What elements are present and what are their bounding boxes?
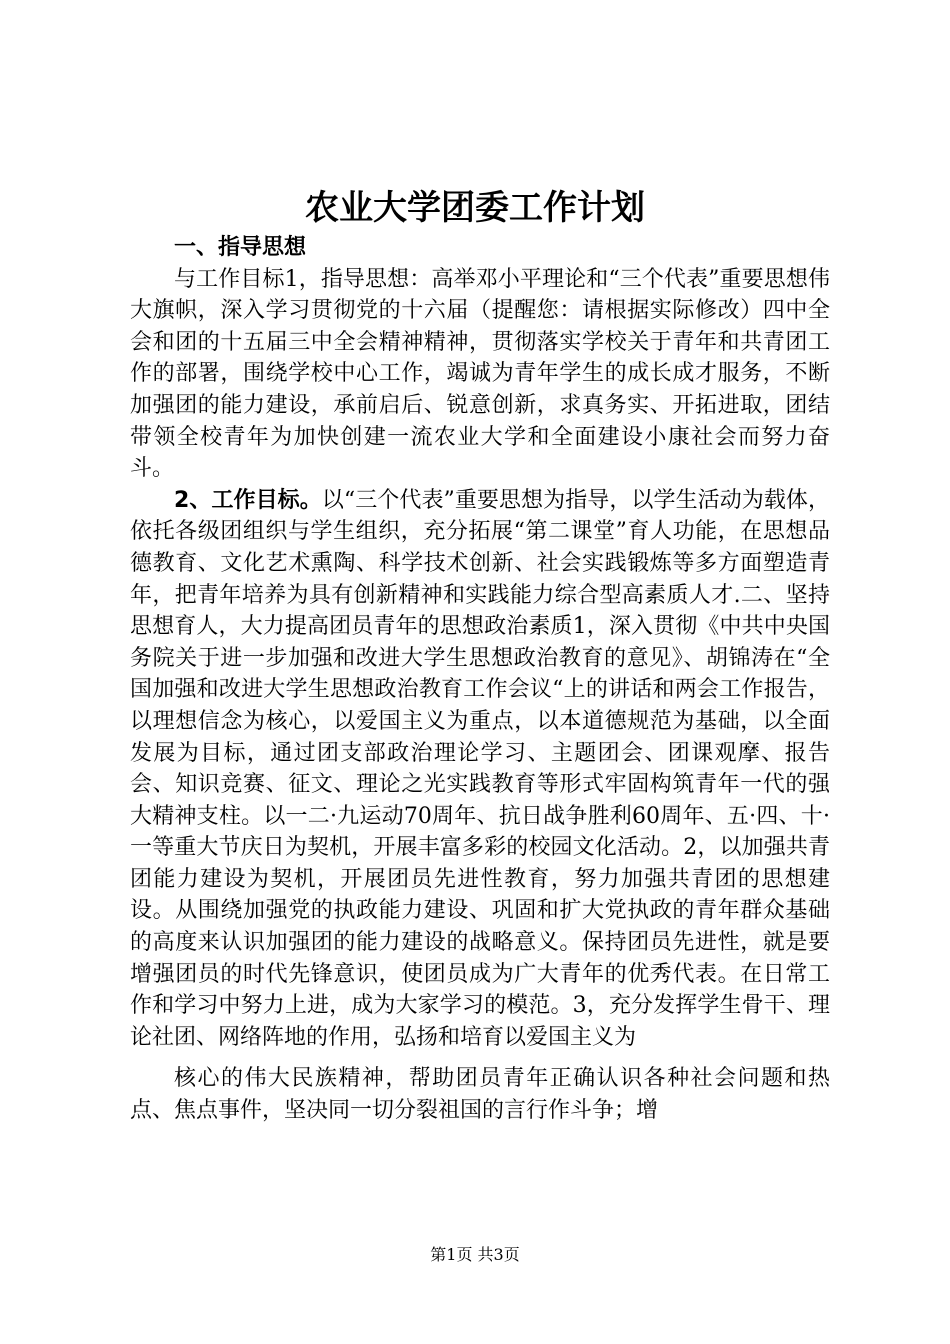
paragraph-guiding-thought: 与工作目标1，指导思想：高举邓小平理论和“三个代表”重要思想伟大旗帜，深入学习贯彻党的十六届（提醒您：请根据实际修改）四中全会和团的十五届三中全会精神精神，贯彻落实学校关于青年和共青团工作的部署，围绕学校中心工作，竭诚为青年学生的成长成才服务，不断加强团的能力建设，承前启后、锐意创新，求真务实、开拓进取，团结带领全校青年为加快创建一流农业大学和全面建设小康社会而努力奋斗。 xyxy=(130,266,830,482)
paragraph-work-goals xyxy=(130,485,830,1054)
work-goals-body: 以“三个代表”重要思想为指导，以学生活动为载体，依托各级团组织与学生组织，充分拓展“第二课堂”育人功能，在思想品德教育、文化艺术熏陶、科学技术创新、社会实践锻炼等多方面塑造青年，把青年培养为具有创新精神和实践能力综合型高素质人才.二、坚持思想育人，大力提高团员青年的思想政治素质1，深入贯彻《中共中央国务院关于进一步加强和改进大学生思想政治教育的意见》、胡锦涛在“全国加强和改进大学生思想政治教育工作会议“上的讲话和两会工作报告，以理想信念为核心，以爱国主义为重点，以本道德规范为基础，以全面发展为目标，通过团支部政治理论学习、主题团会、团课观摩、报告会、知识竞赛、征文、理论之光实践教育等形式牢固构筑青年一代的强大精神支柱。以一二·九运动70周年、抗日战争胜利60周年、五·四、十·一等重大节庆日为契机，开展丰富多彩的校园文化活动。2，以加强共青团能力建设为契机，开展团员先进性教育，努力加强共青团的思想建设。从围绕加强党的执政能力建设、巩固和扩大党执政的青年群众基础的高度来认识加强团的能力建设的战略意义。保持团员先进性，就是要增强团员的时代先锋意识，使团员成为广大青年的优秀代表。在日常工作和学习中努力上进，成为大家学习的模范。3，充分发挥学生骨干、理论社团、网络阵地的作用，弘扬和培育以爱国主义为 xyxy=(130,487,831,1050)
work-goals-lead: 2、工作目标。 xyxy=(174,487,322,513)
section-heading-guiding-thought: 一、指导思想 xyxy=(174,235,307,260)
paragraph-continuation: 核心的伟大民族精神，帮助团员青年正确认识各种社会问题和热点、焦点事件，坚决同一切分裂祖国的言行作斗争；增 xyxy=(130,1066,830,1124)
document-body xyxy=(130,232,830,1127)
paragraph-gap xyxy=(130,1053,830,1063)
page-footer: 第1页 共3页 xyxy=(430,1245,520,1264)
document-title: 农业大学团委工作计划 xyxy=(305,188,645,228)
